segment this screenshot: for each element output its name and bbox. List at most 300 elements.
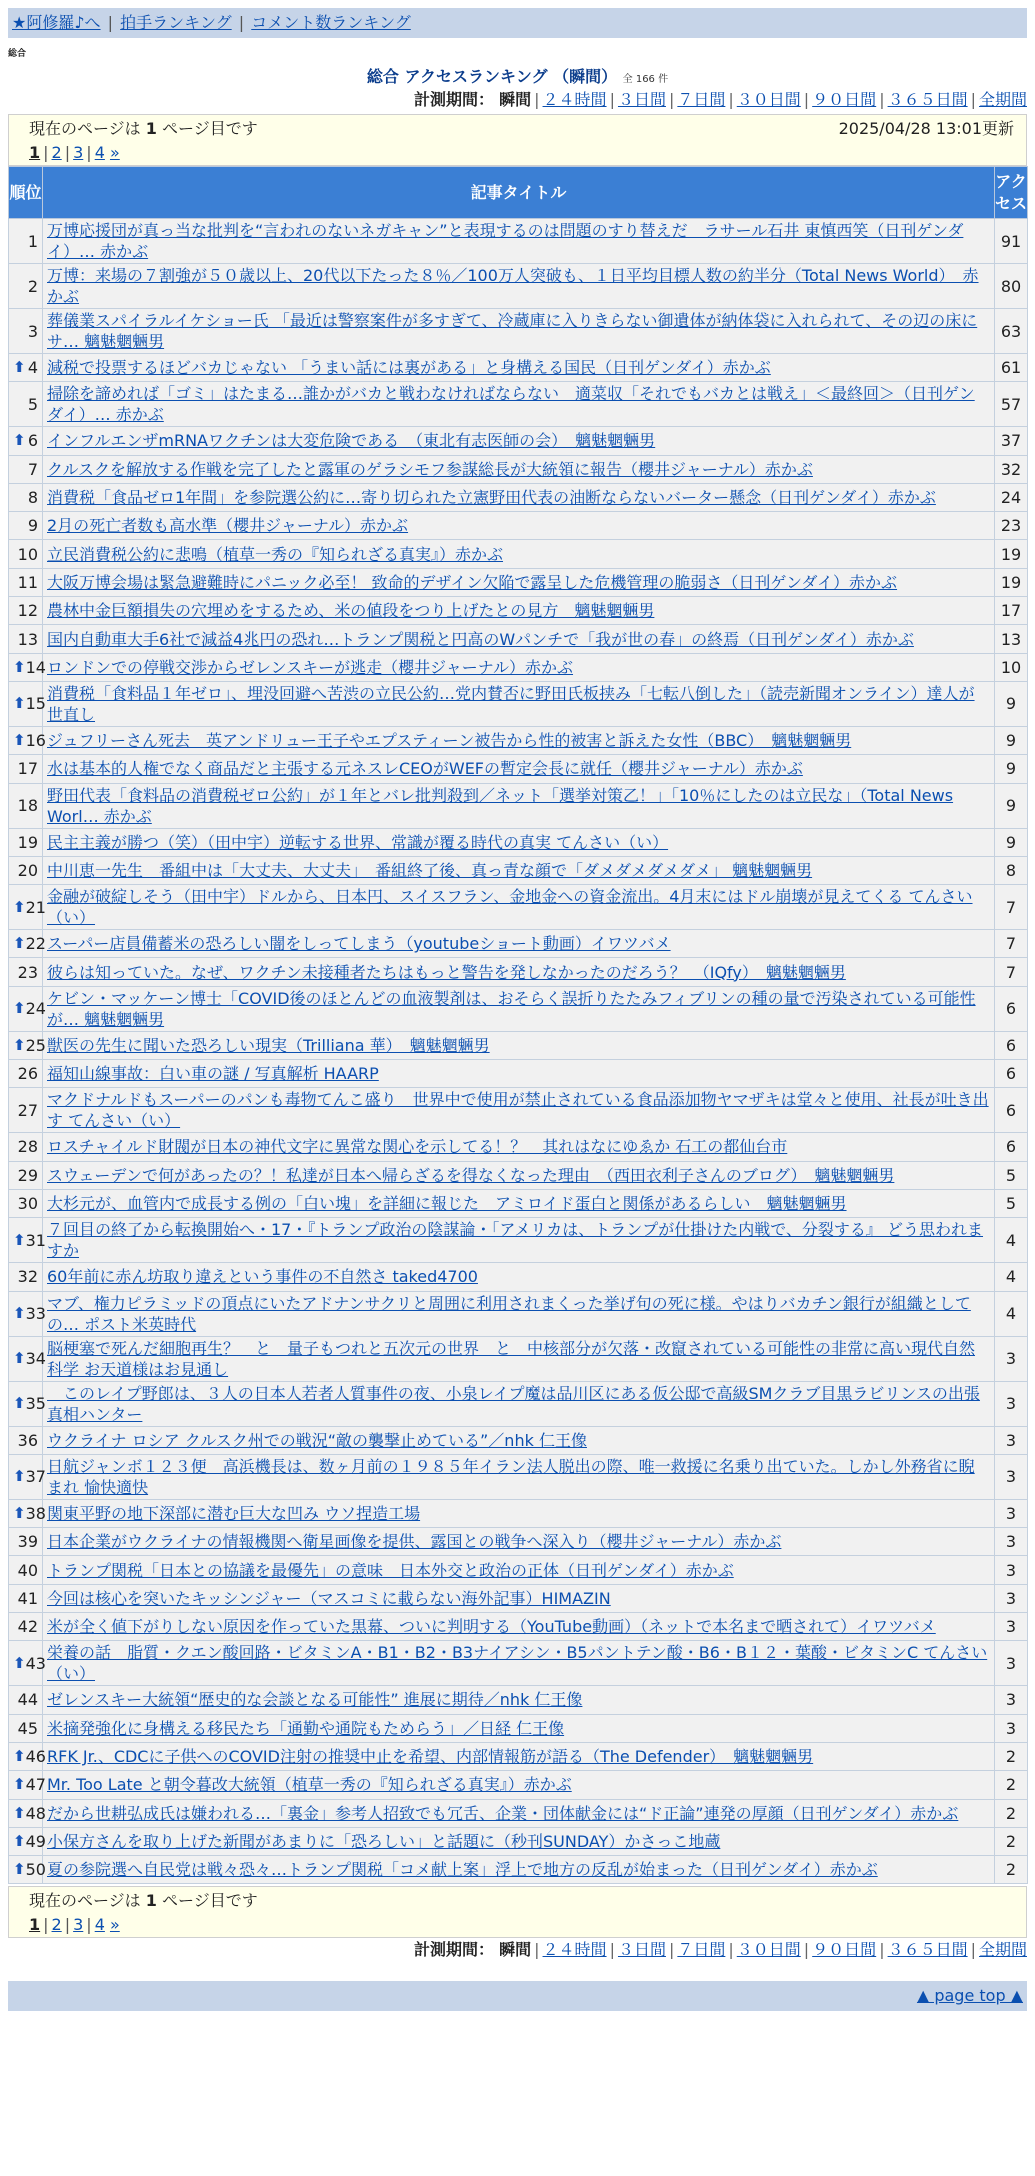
rank-cell [9,382,43,427]
article-link[interactable]: ゼレンスキー大統領“歴史的な会談となる可能性” 進展に期待／nhk 仁王像 [47,1690,583,1710]
title-cell [43,958,995,986]
article-link[interactable]: 2月の死亡者数も高水準（櫻井ジャーナル）赤かぶ [47,516,409,536]
title-cell [43,1613,995,1641]
rank-number: 15 [25,694,46,714]
title-cell [43,1856,995,1884]
page-status-number: 1 [145,119,157,138]
period-link[interactable]: ３日間 [617,90,666,109]
access-count: 3 [995,1454,1028,1499]
rank-number: 23 [17,962,38,982]
period-separator: | [534,1940,540,1960]
rank-number: 5 [27,394,38,414]
access-count: 9 [995,726,1028,754]
rank-cell [9,986,46,1031]
rank-cell [9,1454,46,1499]
title-cell [43,1031,995,1059]
title-cell [43,455,995,483]
table-row [9,828,1028,856]
article-link[interactable]: ロスチャイルド財閥が日本の神代文字に異常な関心を示してる！？ 其れはなにゆゑか 石工の都仙台市 [47,1137,788,1157]
up-arrow-icon: ⬆ [13,1503,26,1522]
article-link[interactable]: 万博応援団が真っ当な批判を“言われのないネガキャン”と表現するのは問題のすり替えだ ラサール石井 東慎西笑（日刊ゲンダイ）… 赤かぶ [47,221,964,261]
title-cell [43,755,995,783]
column-header-title: 記事タイトル [43,167,995,219]
article-link[interactable]: RFK Jr.、CDCに子供へのCOVID注射の推奨中止を希望、内部情報筋が語る（The Defender） 魑魅魍魎男 [47,1747,814,1767]
pagination-link[interactable]: 3 [73,1915,84,1935]
period-separator: | [609,90,615,109]
rank-number: 39 [17,1532,38,1552]
rank-number: 8 [27,488,38,508]
rank-cell [9,1218,46,1263]
access-count: 17 [995,597,1028,625]
article-link[interactable]: 民主主義が勝つ（笑）（田中宇）逆転する世界、常識が覆る時代の真実 てんさい（い） [47,832,669,852]
title-cell [43,1218,995,1263]
page-info-box-bottom [8,1886,1027,1938]
table-row [9,1133,1028,1161]
column-header-access: アクセス [995,167,1028,219]
article-link[interactable]: 大杉元が、血管内で成長する例の「白い塊」を詳細に報じた アミロイド蛋白と関係があるらしい 魑魅魍魎男 [47,1194,847,1214]
article-link[interactable]: Mr. Too Late と朝令暮改大統領（植草一秀の『知られざる真実』）赤かぶ [47,1775,572,1795]
period-link[interactable]: 全期間 [978,90,1027,109]
rank-cell [9,1189,43,1217]
up-arrow-icon: ⬆ [13,1467,26,1486]
access-count: 8 [995,856,1028,884]
article-link[interactable]: 消費税「食品ゼロ1年間」を参院選公約に…寄り切られた立憲野田代表の油断ならないバーター懸念（日刊ゲンダイ）赤かぶ [47,488,936,508]
title-cell [43,1771,995,1799]
article-link[interactable]: 福知山線事故：白い車の謎 / 写真解析 HAARP [47,1064,379,1084]
title-cell [43,483,995,511]
pagination-link[interactable]: 3 [73,143,84,162]
access-count: 2 [995,1771,1028,1799]
rank-cell [9,540,43,568]
access-count: 2 [995,1742,1028,1770]
rank-number: 28 [17,1137,38,1157]
page-status-prefix: 現在のページは [29,119,141,138]
article-link[interactable]: ジュフリーさん死去 英アンドリュー王子やエプスティーン被告から性的被害と訴えた女性（BBC） 魑魅魍魎男 [47,731,852,751]
footer-bar [8,1981,1027,2011]
page-top-link[interactable]: ▲ page top ▲ [916,1986,1023,2006]
title-cell [43,1556,995,1584]
title-cell [43,828,995,856]
article-link[interactable]: インフルエンザmRNAワクチンは大変危険である （東北有志医師の会） 魑魅魍魎男 [47,431,656,451]
access-count: 6 [995,1060,1028,1088]
rank-number: 50 [25,1860,46,1880]
period-separator: | [803,1940,810,1960]
pagination-separator: | [43,1915,49,1935]
table-row [9,653,1028,681]
table-row [9,309,1028,354]
table-row [9,1381,1028,1426]
table-row [9,1454,1028,1499]
rank-cell [9,1686,43,1714]
table-row [9,483,1028,511]
rank-cell [9,1291,46,1336]
up-arrow-icon: ⬆ [13,1747,26,1766]
rank-cell [9,1161,43,1189]
access-count: 7 [995,958,1028,986]
pagination-separator: | [86,1915,92,1935]
rank-number: 4 [27,358,38,378]
period-link[interactable]: ３日間 [617,1940,666,1960]
table-row [9,1263,1028,1291]
rank-number: 17 [17,759,38,779]
page-status-row [29,117,1014,141]
rank-number: 49 [25,1831,46,1851]
table-row [9,455,1028,483]
table-row [9,1161,1028,1189]
access-count: 3 [995,1528,1028,1556]
article-link[interactable]: このレイプ野郎は、３人の日本人若者人質事件の夜、小泉レイプ魔は品川区にある仮公邸で高級SMクラブ目黒ラビリンスの出張 真相ハンター [47,1383,980,1424]
rank-number: 34 [25,1349,46,1369]
rank-cell [9,1556,43,1584]
pagination-link[interactable]: 2 [51,143,62,162]
period-link[interactable]: ３０日間 [736,90,801,109]
home-link[interactable]: ★阿修羅♪へ [12,13,101,32]
rank-cell [9,309,43,354]
access-count: 3 [995,1381,1028,1426]
period-label: 計測期間： [414,1940,495,1960]
article-link[interactable]: ウクライナ ロシア クルスク州での戦況“敵の襲撃止めている”／nhk 仁王像 [47,1430,587,1450]
access-count: 91 [995,219,1028,264]
rank-cell [9,1584,43,1612]
access-count: 2 [995,1856,1028,1884]
access-count: 24 [995,483,1028,511]
access-count: 6 [995,1133,1028,1161]
period-link[interactable]: ９０日間 [812,1940,877,1960]
pagination-next[interactable]: » [109,1915,120,1935]
title-cell [43,1686,995,1714]
title-cell [43,726,995,754]
rank-number: 48 [25,1803,46,1823]
period-link[interactable]: ２４時間 [542,90,607,109]
rank-number: 45 [17,1718,38,1738]
comment-ranking-link[interactable]: コメント数ランキング [251,13,411,32]
page-status-number: 1 [145,1891,157,1911]
pagination-separator: | [64,1915,71,1935]
rank-cell [9,512,43,540]
period-link[interactable]: ７日間 [677,90,726,109]
access-count: 63 [995,309,1028,354]
rank-number: 43 [25,1653,46,1673]
period-separator: | [879,1940,885,1960]
title-cell [43,986,995,1031]
pagination-next[interactable]: » [109,143,120,162]
period-current: 瞬間 [499,1940,532,1960]
title-cell [43,1291,995,1336]
up-arrow-icon: ⬆ [13,431,26,450]
article-link[interactable]: 立民消費税公約に悲鳴（植草一秀の『知られざる真実』）赤かぶ [47,544,504,564]
title-cell [43,354,995,382]
pagination-link[interactable]: 4 [94,1915,105,1935]
table-row [9,1189,1028,1217]
title-cell [43,1263,995,1291]
article-link[interactable]: 野田代表「食料品の消費税ゼロ公約」が１年とバレ批判殺到／ネット「選挙対策乙！」「10％にしたのは立民な」（Total News Worl… 赤かぶ [47,785,954,826]
access-count: 3 [995,1556,1028,1584]
rank-number: 2 [27,276,38,296]
up-arrow-icon: ⬆ [13,934,26,953]
access-count: 3 [995,1584,1028,1612]
table-row [9,681,1028,726]
period-selector-bottom [0,1938,1035,1962]
table-row [9,1584,1028,1612]
rank-cell [9,1381,46,1426]
article-link[interactable]: 小保方さんを取り上げた新聞があまりに「恐ろしい」と話題に（秒刊SUNDAY）かさっこ地蔵 [47,1831,721,1851]
title-cell [43,219,995,264]
access-count: 9 [995,681,1028,726]
rank-number: 3 [27,321,38,341]
period-link[interactable]: ９０日間 [812,90,877,109]
applause-ranking-link[interactable]: 拍手ランキング [120,13,232,32]
table-header-row [9,167,1028,219]
rank-number: 10 [17,544,38,564]
nav-separator: | [107,13,114,32]
rank-cell [9,427,43,455]
rank-number: 12 [17,601,38,621]
access-count: 9 [995,783,1028,828]
up-arrow-icon: ⬆ [13,1394,26,1413]
rank-cell [9,354,43,382]
pagination-separator: | [86,143,92,162]
title-cell [43,681,995,726]
article-link[interactable]: マブ、権力ピラミッドの頂点にいたアドナンサクリと周囲に利用されまくった挙げ句の死に様。やはりバカチン銀行が組織としての… ポスト米英時代 [47,1293,971,1334]
table-row [9,1771,1028,1799]
rank-cell [9,455,43,483]
table-row [9,1291,1028,1336]
rank-cell [9,1856,46,1884]
rank-cell [9,653,46,681]
article-link[interactable]: 消費税「食料品１年ゼロ」、埋没回避へ苦渋の立民公約…党内賛否に野田氏板挟み「七転八倒した」（読売新聞オンライン）達人が世直し [47,683,975,724]
table-row [9,1426,1028,1454]
pagination-link[interactable]: 2 [51,1915,62,1935]
rank-cell [9,783,43,828]
article-link[interactable]: スーパー店員備蓄米の恐ろしい闇をしってしまう（youtubeショート動画）イワツバメ [47,934,671,954]
title-cell [43,1161,995,1189]
rank-number: 42 [17,1617,38,1637]
pagination-link[interactable]: 4 [94,143,105,162]
up-arrow-icon: ⬆ [13,1653,26,1672]
article-link[interactable]: 農林中金巨額損失の穴埋めをするため、米の値段をつり上げたとの見方 魑魅魍魎男 [47,601,655,621]
rank-cell [9,828,43,856]
title-cell [43,382,995,427]
table-row [9,264,1028,309]
access-count: 5 [995,1189,1028,1217]
access-count: 7 [995,885,1028,930]
table-row [9,783,1028,828]
title-cell [43,1584,995,1612]
rank-number: 19 [17,832,38,852]
rank-cell [9,483,43,511]
title-cell [43,653,995,681]
table-row [9,856,1028,884]
table-row [9,1613,1028,1641]
period-separator: | [728,90,734,109]
article-link[interactable]: ロンドンでの停戦交渉からゼレンスキーが逃走（櫻井ジャーナル）赤かぶ [47,657,574,677]
table-row [9,540,1028,568]
rank-number: 33 [25,1304,46,1324]
article-link[interactable]: 大阪万博会場は緊急避難時にパニック必至！ 致命的デザイン欠陥で露呈した危機管理の脆弱さ（日刊ゲンダイ）赤かぶ [47,572,898,592]
period-link[interactable]: ７日間 [677,1940,726,1960]
access-count: 9 [995,755,1028,783]
ranking-table [8,166,1028,1884]
article-link[interactable]: 国内自動車大手6社で減益4兆円の恐れ…トランプ関税と円高のWパンチで「我が世の春」の終焉（日刊ゲンダイ）赤かぶ [47,629,914,649]
article-link[interactable]: スウェーデンで何があったの？！私達が日本へ帰らざるを得なくなった理由 （西田衣利子さんのブログ） 魑魅魍魎男 [47,1165,895,1185]
nav-separator: | [238,13,245,32]
rank-number: 1 [27,231,38,251]
article-link[interactable]: 今回は核心を突いたキッシンジャー（マスコミに載らない海外記事）HIMAZIN [47,1588,611,1608]
rank-cell [9,1133,43,1161]
rank-number: 13 [17,629,38,649]
top-nav-bar [8,8,1027,38]
article-link[interactable]: 獣医の先生に聞いた恐ろしい現実（Trilliana 華） 魑魅魍魎男 [47,1035,490,1055]
article-link[interactable]: 葬儀業スパイラルイケショー氏 「最近は警察案件が多すぎて、冷蔵庫に入りきらない御遺体が納体袋に入れられて、その辺の床にサ… 魑魅魍魎男 [47,311,978,351]
rank-cell [9,1499,46,1527]
table-row [9,1714,1028,1742]
access-count: 13 [995,625,1028,653]
table-row [9,1641,1028,1686]
article-link[interactable]: 夏の参院選へ自民党は戦々恐々…トランプ関税「コメ献上案」浮上で地方の反乱が始まった（日刊ゲンダイ）赤かぶ [47,1860,878,1880]
title-cell [43,856,995,884]
rank-number: 27 [17,1100,38,1120]
article-link[interactable]: 水は基本的人権でなく商品だと主張する元ネスレCEOがWEFの暫定会長に就任（櫻井ジャーナル）赤かぶ [47,759,803,779]
page-title-row [0,66,1035,88]
article-link[interactable]: 金融が破綻しそう（田中宇）ドルから、日本円、スイスフラン、金地金への資金流出。4月末にはドル崩壊が見えてくる てんさい（い） [47,887,973,928]
period-separator: | [803,90,810,109]
period-link[interactable]: ３６５日間 [887,1940,968,1960]
table-row [9,1686,1028,1714]
table-row [9,1827,1028,1855]
article-link[interactable]: クルスクを解放する作戦を完了したと露軍のゲラシモフ参謀総長が大統領に報告（櫻井ジャーナル）赤かぶ [47,459,813,479]
access-count: 3 [995,1686,1028,1714]
rank-number: 22 [25,934,46,954]
table-row [9,1088,1028,1133]
article-link[interactable]: 関東平野の地下深部に潜む巨大な凹み ウソ捏造工場 [47,1503,421,1523]
rank-number: 9 [27,516,38,536]
period-separator: | [879,90,885,109]
title-cell [43,1641,995,1686]
access-count: 61 [995,354,1028,382]
rank-number: 40 [17,1560,38,1580]
rank-number: 46 [25,1747,46,1767]
article-link[interactable]: トランプ関税「日本との協議を最優先」の意味 日本外交と政治の正体（日刊ゲンダイ）赤かぶ [47,1560,734,1580]
page-status [29,117,258,141]
table-row [9,512,1028,540]
rank-cell [9,597,43,625]
title-cell [43,930,995,958]
period-selector [0,88,1035,112]
rank-number: 41 [17,1588,38,1608]
pagination-current: 1 [29,1915,41,1935]
title-cell [43,597,995,625]
article-link[interactable]: マクドナルドもスーパーのパンも毒物てんこ盛り 世界中で使用が禁止されている食品添加物ヤマザキは堂々と使用、社長が吐き出す てんさい（い） [47,1090,989,1131]
article-link[interactable]: 米摘発強化に身構える移民たち「通勤や通院もためらう」／日経 仁王像 [47,1718,565,1738]
category-label: 総合 [8,49,27,59]
rank-cell [9,1031,46,1059]
access-count: 2 [995,1827,1028,1855]
access-count: 37 [995,427,1028,455]
period-link[interactable]: 全期間 [978,1940,1027,1960]
access-count: 4 [995,1291,1028,1336]
up-arrow-icon: ⬆ [13,1230,26,1249]
article-link[interactable]: 日本企業がウクライナの情報機関へ衛星画像を提供、露国との戦争へ深入り（櫻井ジャーナル）赤かぶ [47,1532,782,1552]
article-link[interactable]: 栄養の話 脂質・クエン酸回路・ビタミンA・B1・B2・B3ナイアシン・B5パントテン酸・B6・B１２・葉酸・ビタミンC てんさい（い） [47,1643,988,1684]
title-cell [43,1189,995,1217]
article-link[interactable]: 万博：来場の７割強が５０歳以上、20代以下たった８％／100万人突破も、１日平均目標人数の約半分（Total News World） 赤かぶ [47,266,979,306]
period-link[interactable]: ３６５日間 [887,90,968,109]
rank-cell [9,1426,43,1454]
title-cell [43,1426,995,1454]
rank-number: 29 [17,1165,38,1185]
title-cell [43,512,995,540]
article-link[interactable]: 減税で投票するほどバカじゃない 「うまい話には裏がある」と身構える国民（日刊ゲンダイ）赤かぶ [47,358,771,378]
pagination-separator: | [43,143,49,162]
access-count: 10 [995,653,1028,681]
up-arrow-icon: ⬆ [13,1775,26,1794]
access-count: 7 [995,930,1028,958]
article-link[interactable]: 60年前に赤ん坊取り違えという事件の不自然さ taked4700 [47,1267,478,1287]
title-cell [43,1827,995,1855]
rank-number: 35 [25,1394,46,1414]
article-link[interactable]: 日航ジャンボ１２３便 高浜機長は、数ヶ月前の１９８５年イラン法人脱出の際、唯一救援に名乗り出ていた。しかし外務省に睨まれ 愉快適快 [47,1456,975,1497]
page-info-box [8,114,1027,166]
period-separator: | [728,1940,734,1960]
rank-number: 32 [17,1267,38,1287]
article-link[interactable]: だから世耕弘成氏は嫌われる…「裏金」参考人招致でも冗舌、企業・団体献金には“ド正論”連発の厚顔（日刊ゲンダイ）赤かぶ [47,1803,959,1823]
rank-cell [9,1742,46,1770]
rank-number: 30 [17,1194,38,1214]
up-arrow-icon: ⬆ [13,657,26,676]
title-cell [43,1799,995,1827]
access-count: 4 [995,1263,1028,1291]
up-arrow-icon: ⬆ [13,897,26,916]
access-count: 19 [995,568,1028,596]
table-row [9,930,1028,958]
rank-cell [9,681,46,726]
article-link[interactable]: 脳梗塞で死んだ細胞再生？ と 量子もつれと五次元の世界 と 中核部分が欠落・改竄されている可能性の非常に高い現代自然科学 お天道様はお見通し [47,1338,976,1379]
title-cell [43,783,995,828]
rank-cell [9,1799,46,1827]
rank-number: 21 [25,897,46,917]
article-link[interactable]: ケビン・マッケーン博士「COVID後のほとんどの血液製剤は、おそらく誤折りたたみフィブリンの種の量で汚染されている可能性が… 魑魅魍魎男 [47,988,976,1029]
table-row [9,755,1028,783]
title-cell [43,1528,995,1556]
rank-cell [9,1263,43,1291]
access-count: 4 [995,1218,1028,1263]
title-cell [43,264,995,309]
article-link[interactable]: ７回目の終了から転換開始へ・17・『トランプ政治の陰謀論・「アメリカは、トランプが仕掛けた内戦で、分裂する』 どう思われますか [47,1220,984,1261]
article-link[interactable]: 掃除を諦めれば「ゴミ」はたまる…誰かがバカと戦わなければならない 適菜収「それでもバカとは戦え」＜最終回＞（日刊ゲンダイ）… 赤かぶ [47,384,975,425]
rank-number: 37 [25,1467,46,1487]
rank-cell [9,726,46,754]
page-title: 総合 アクセスランキング （瞬間） [366,67,618,86]
pagination-current: 1 [29,143,41,162]
rank-number: 25 [25,1035,46,1055]
title-cell [43,1060,995,1088]
rank-number: 18 [17,796,38,816]
article-link[interactable]: 米が全く値下がりしない原因を作っていた黒幕、ついに判明する（YouTube動画）（ネットで本名まで晒されて）イワツバメ [47,1617,936,1637]
up-arrow-icon: ⬆ [13,1035,26,1054]
article-link[interactable]: 彼らは知っていた。なぜ、ワクチン未接種者たちはもっと警告を発しなかったのだろう？ （IQfy） 魑魅魍魎男 [47,962,846,982]
title-cell [43,885,995,930]
rank-cell [9,1088,43,1133]
pagination-separator: | [64,143,71,162]
rank-cell [9,1336,46,1381]
period-link[interactable]: ３０日間 [736,1940,801,1960]
access-count: 9 [995,828,1028,856]
period-link[interactable]: ２４時間 [542,1940,607,1960]
rank-cell [9,1771,46,1799]
article-link[interactable]: 中川恵一先生 番組中は「大丈夫、大丈夫」 番組終了後、真っ青な顔で「ダメダメダメダメ」 魑魅魍魎男 [47,861,813,880]
table-row [9,726,1028,754]
page-status-prefix: 現在のページは [29,1891,141,1911]
